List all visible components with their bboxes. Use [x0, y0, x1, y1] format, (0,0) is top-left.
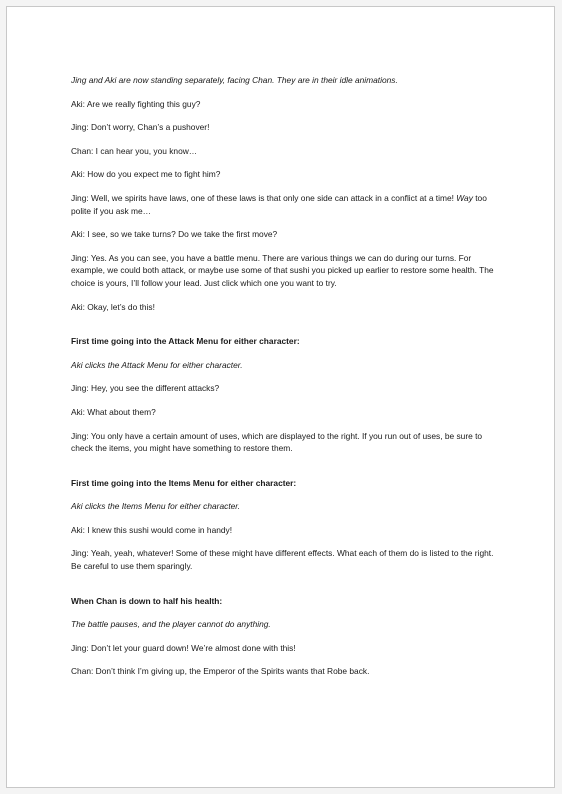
- stage-direction: Jing and Aki are now standing separately, facing Chan. They are in their idle animations.: [71, 75, 398, 85]
- dialogue-line: Aki: What about them?: [71, 406, 156, 417]
- document-page: [6, 6, 555, 788]
- dialogue-line-laws: [71, 192, 503, 217]
- dialogue-line: Jing: Hey, you see the different attacks?: [71, 383, 220, 394]
- dialogue-line: Chan: I can hear you, you know…: [71, 145, 198, 156]
- dialogue-line: Jing: You only have a certain amount of uses, which are displayed to the right. If you run out of uses, be sure to check the items, you might have something to restore them.: [71, 430, 483, 454]
- dialogue-line: Chan: Don’t think I’m giving up, the Emperor of the Spirits wants that Robe back.: [71, 666, 370, 677]
- dialogue-line: Aki: How do you expect me to fight him?: [71, 169, 221, 180]
- dialogue-text: Jing: Well, we spirits have laws, one of these laws is that only one side can attack in a conflict at a time!: [71, 192, 457, 203]
- stage-direction: Aki clicks the Attack Menu for either character.: [71, 359, 243, 370]
- stage-direction: Aki clicks the Items Menu for either character.: [71, 501, 241, 512]
- stage-direction: The battle pauses, and the player cannot do anything.: [71, 619, 271, 630]
- dialogue-line: Aki: Okay, let’s do this!: [71, 301, 155, 312]
- document-body: [71, 74, 503, 689]
- dialogue-line: Aki: Are we really fighting this guy?: [71, 98, 201, 109]
- section-heading-half-health: When Chan is down to half his health:: [71, 595, 223, 606]
- dialogue-line: Aki: I knew this sushi would come in handy!: [71, 524, 233, 535]
- dialogue-line: Jing: Yes. As you can see, you have a battle menu. There are various things we can do during our turns. For example, we could both attack, or maybe use some of that sushi you picked up earlier to restore some health. The choice is yours, I’ll follow your lead. Just click which one you want to try.: [71, 252, 494, 288]
- dialogue-line: Jing: Don’t let your guard down! We’re almost done with this!: [71, 642, 296, 653]
- section-heading-items: First time going into the Items Menu for either character:: [71, 477, 297, 488]
- dialogue-line: Aki: I see, so we take turns? Do we take the first move?: [71, 229, 278, 240]
- dialogue-text: too polite if you ask me…: [71, 192, 487, 216]
- section-heading-attack: First time going into the Attack Menu for either character:: [71, 336, 300, 347]
- dialogue-line: Jing: Don’t worry, Chan’s a pushover!: [71, 122, 210, 133]
- emphasis-text: Way: [456, 192, 473, 203]
- dialogue-line: Jing: Yeah, yeah, whatever! Some of these might have different effects. What each of them do is listed to the right. Be careful to use them sparingly.: [71, 548, 494, 572]
